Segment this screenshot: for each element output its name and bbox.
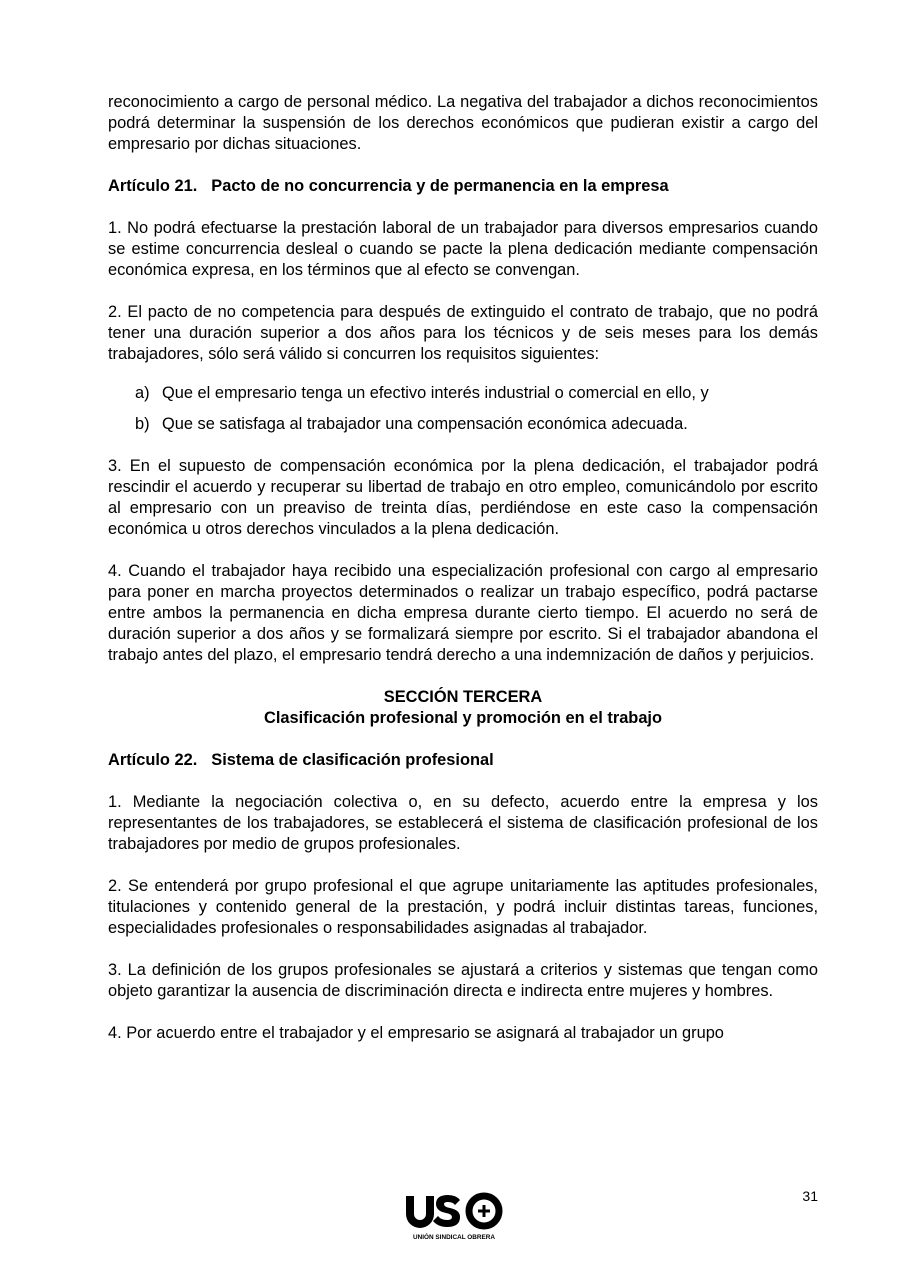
article-22-title: Sistema de clasificación profesional [211,751,494,769]
document-page [108,92,818,1044]
article-21-heading [108,176,818,197]
article-22-paragraph-3: 3. La definición de los grupos profesionales se ajustará a criterios y sistemas que tengan como objeto garantizar la ausencia de discriminación directa e indirecta entre mujeres y hombres. [108,961,818,1000]
article-22-paragraph-4: 4. Por acuerdo entre el trabajador y el empresario se asignará al trabajador un grupo [108,1024,724,1042]
article-22-number: Artículo 22. [108,751,198,769]
section-number: SECCIÓN TERCERA [383,688,543,706]
requirements-list [135,383,818,435]
page-number: 31 [802,1188,818,1204]
section-title: Clasificación profesional y promoción en el trabajo [263,709,663,727]
article-21-paragraph-1: 1. No podrá efectuarse la prestación laboral de un trabajador para diversos empresarios cuando se estime concurrencia desleal o cuando se pacte la plena dedicación mediante compensación económica expresa, en los términos que al efecto se convengan. [108,219,818,279]
list-item [135,414,818,435]
list-item [135,383,818,404]
article-22-paragraph-2: 2. Se entenderá por grupo profesional el que agrupe unitariamente las aptitudes profesionales, titulaciones y contenido general de la prestación, y podrá incluir distintas tareas, funciones, especialidades profesionales o responsabilidades asignadas al trabajador. [108,877,818,937]
article-21-number: Artículo 21. [108,177,198,195]
section-heading [108,687,818,729]
article-21-title: Pacto de no concurrencia y de permanencia en la empresa [211,177,669,195]
intro-paragraph: reconocimiento a cargo de personal médico. La negativa del trabajador a dichos reconocimientos podrá determinar la suspensión de los derechos económicos que pudieran existir a cargo del empresario por dichas situaciones. [108,93,818,153]
article-21-paragraph-4: 4. Cuando el trabajador haya recibido una especialización profesional con cargo al empresario para poner en marcha proyectos determinados o realizar un trabajo específico, podrá pactarse entre ambos la permanencia en dicha empresa durante cierto tiempo. El acuerdo no será de duración superior a dos años y se formalizará siempre por escrito. Si el trabajador abandona el trabajo antes del plazo, el empresario tendrá derecho a una indemnización de daños y perjuicios. [108,562,818,664]
list-item-text: Que se satisfaga al trabajador una compensación económica adecuada. [162,415,688,433]
article-21-paragraph-3: 3. En el supuesto de compensación económica por la plena dedicación, el trabajador podrá rescindir el acuerdo y recuperar su libertad de trabajo en otro empleo, comunicándolo por escrito al empresario con un preaviso de treinta días, perdiéndose en este caso la compensación económica u otros derechos vinculados a la plena dedicación. [108,457,818,538]
uso-logo [404,1192,504,1242]
logo-subtitle: UNIÓN SINDICAL OBRERA [413,1234,495,1241]
article-21-paragraph-2: 2. El pacto de no competencia para después de extinguido el contrato de trabajo, que no podrá tener una duración superior a dos años para los técnicos y de seis meses para los demás trabajadores, sólo será válido si concurren los requisitos siguientes: [108,303,818,363]
list-marker: a) [135,384,150,402]
list-marker: b) [135,415,150,433]
article-22-heading [108,750,818,771]
list-item-text: Que el empresario tenga un efectivo interés industrial o comercial en ello, y [162,384,709,402]
article-22-paragraph-1: 1. Mediante la negociación colectiva o, en su defecto, acuerdo entre la empresa y los representantes de los trabajadores, se establecerá el sistema de clasificación profesional de los trabajadores por medio de grupos profesionales. [108,793,818,853]
